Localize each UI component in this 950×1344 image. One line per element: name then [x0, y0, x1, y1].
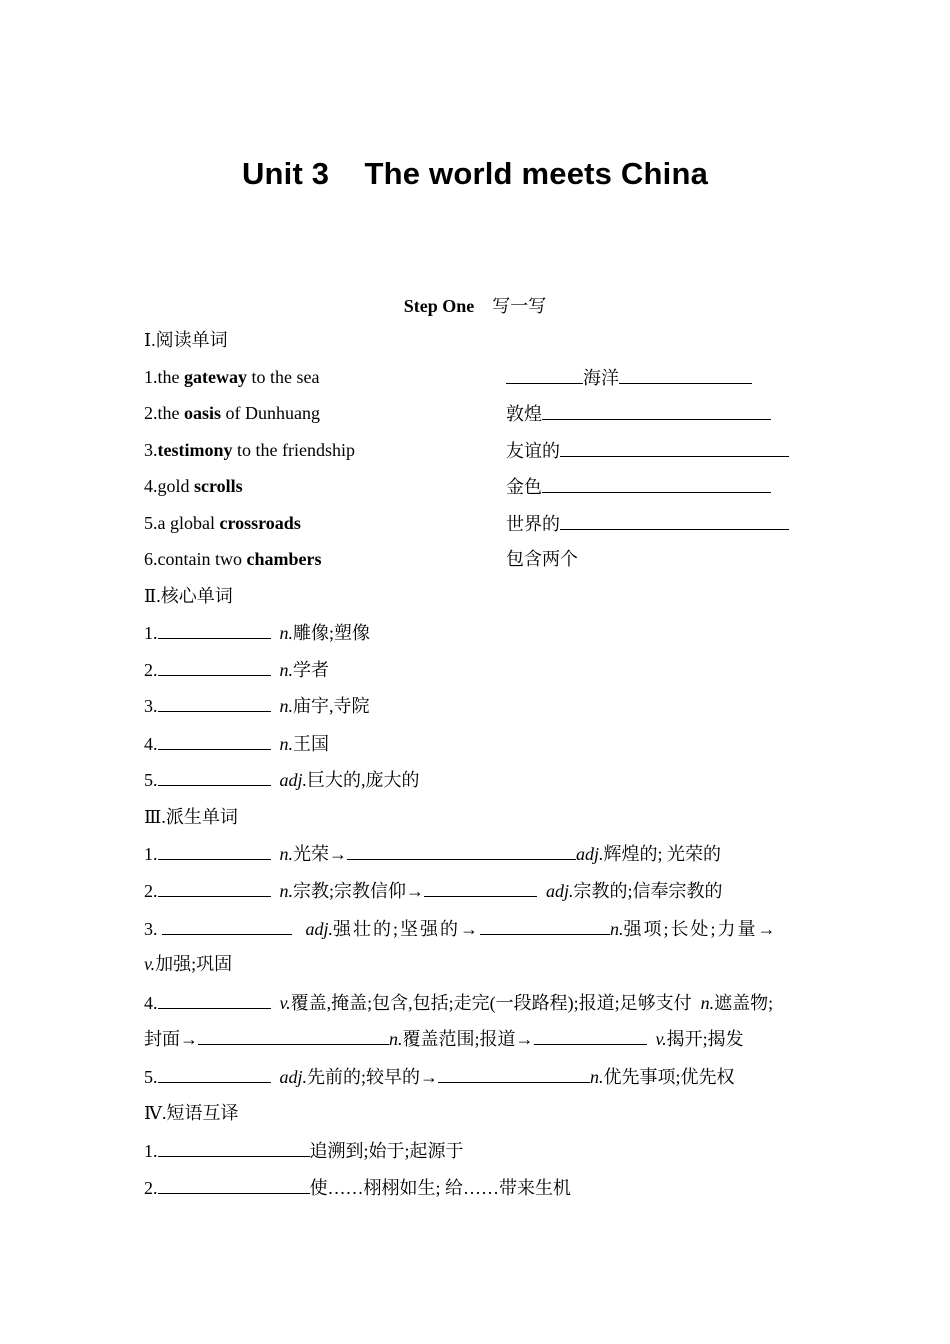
section-4-heading: Ⅳ.短语互译: [144, 1103, 239, 1123]
answer-blank[interactable]: [158, 768, 271, 786]
reading-answer-5: 世界的: [506, 512, 789, 535]
reading-item-5: 5.a global crossroads: [144, 513, 301, 533]
answer-blank[interactable]: [542, 475, 771, 493]
reading-item-6: 6.contain two chambers: [144, 549, 322, 569]
reading-answer-2: 敦煌: [506, 402, 771, 425]
reading-answer-1: 海洋: [506, 366, 752, 389]
step-heading: [0, 292, 950, 318]
answer-blank[interactable]: [560, 439, 789, 457]
answer-blank[interactable]: [542, 402, 771, 420]
answer-blank[interactable]: [162, 917, 292, 935]
reading-answer-6: 包含两个: [506, 549, 578, 569]
reading-item-1: 1.the gateway to the sea: [144, 367, 320, 387]
answer-blank[interactable]: [158, 694, 271, 712]
answer-blank[interactable]: [158, 658, 271, 676]
phrase-item-2: 2. 使……栩栩如生; 给……带来生机: [144, 1178, 571, 1198]
derived-word-1: 1. n.光荣→ adj.辉煌的; 光荣的: [144, 844, 722, 864]
derived-word-2: 2. n.宗教;宗教信仰→ adj.宗教的;信奉宗教的: [144, 881, 723, 901]
answer-blank[interactable]: [158, 732, 271, 750]
answer-blank[interactable]: [198, 1027, 389, 1045]
derived-word-4: 4. v.覆盖,掩盖;包含,包括;走完(一段路程);报道;足够支付 n.遮盖物;: [144, 993, 774, 1013]
reading-item-3: 3.testimony to the friendship: [144, 440, 355, 460]
answer-blank[interactable]: [158, 621, 271, 639]
answer-blank[interactable]: [506, 366, 583, 384]
section-1-heading: Ⅰ.阅读单词: [144, 330, 228, 350]
answer-blank[interactable]: [534, 1027, 647, 1045]
answer-blank[interactable]: [480, 917, 610, 935]
answer-blank[interactable]: [158, 991, 271, 1009]
reading-answer-4: 金色: [506, 475, 771, 498]
core-word-4: 4. n.王国: [144, 734, 329, 754]
core-word-3: 3. n.庙宇,寺院: [144, 696, 370, 716]
core-word-1: 1. n.雕像;塑像: [144, 623, 371, 643]
step-subtitle: 写一写: [492, 296, 547, 316]
reading-item-2: 2.the oasis of Dunhuang: [144, 403, 320, 423]
step-label: Step One: [403, 296, 475, 316]
reading-item-4: 4.gold scrolls: [144, 476, 243, 496]
phrase-item-1: 1. 追溯到;始于;起源于: [144, 1141, 464, 1161]
answer-blank[interactable]: [158, 842, 271, 860]
derived-word-3-cont: v.加强;巩固: [144, 954, 233, 974]
derived-word-4-cont: 封面→ n.覆盖范围;报道→ v.揭开;揭发: [144, 1029, 744, 1049]
answer-blank[interactable]: [158, 1176, 310, 1194]
answer-blank[interactable]: [158, 1139, 310, 1157]
answer-blank[interactable]: [424, 879, 537, 897]
page-title: Unit 3 The world meets China: [241, 156, 709, 191]
answer-blank[interactable]: [347, 842, 576, 860]
reading-answer-3: 友谊的: [506, 439, 789, 462]
section-3-heading: Ⅲ.派生单词: [144, 807, 238, 827]
answer-blank[interactable]: [438, 1065, 590, 1083]
core-word-5: 5. adj.巨大的,庞大的: [144, 770, 420, 790]
section-2-heading: Ⅱ.核心单词: [144, 586, 233, 606]
answer-blank[interactable]: [158, 879, 271, 897]
derived-word-5: 5. adj.先前的;较早的→ n.优先事项;优先权: [144, 1067, 735, 1087]
core-word-2: 2. n.学者: [144, 660, 329, 680]
answer-blank[interactable]: [619, 366, 752, 384]
answer-blank[interactable]: [560, 512, 789, 530]
answer-blank[interactable]: [158, 1065, 271, 1083]
derived-word-3: 3. adj.强壮的;坚强的→ n.强项;长处;力量→: [144, 919, 778, 939]
